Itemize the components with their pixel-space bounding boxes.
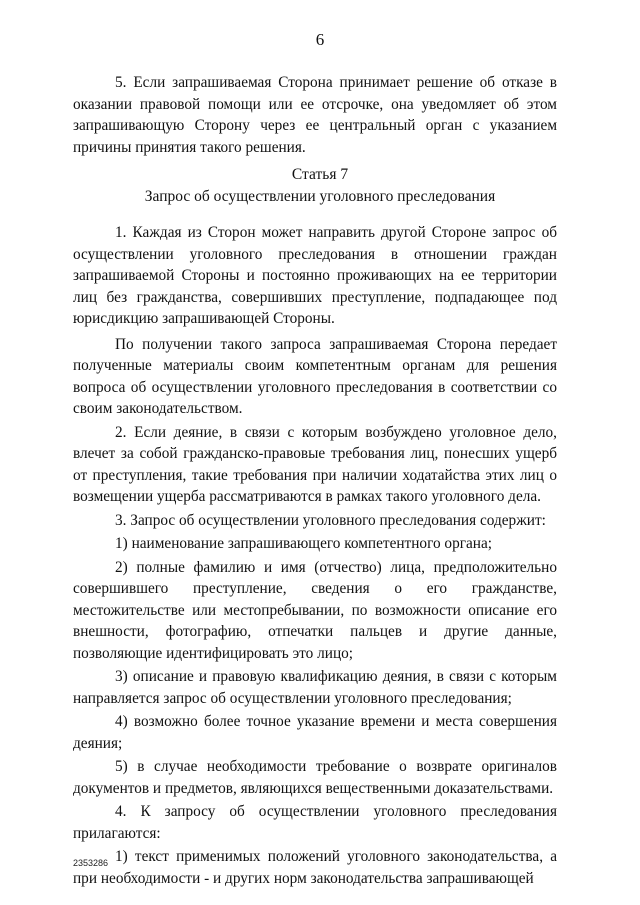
article-title: Статья 7 <box>291 166 349 183</box>
intro-paragraph-block <box>73 72 557 158</box>
list-item-4: 4) возможно более точное указание времени и места совершения деяния; <box>73 713 557 752</box>
list-item-2: 2) полные фамилию и имя (отчество) лица, предположительно совершившего преступление, сведения о его гражданстве, местожительстве или местопребывании, по возможности описание его внешности, фотографию, отпечатки пальцев и другие данные, позволяющие идентифицировать это лицо; <box>73 558 557 662</box>
list-item-5: 5) в случае необходимости требование о возврате оригиналов документов и предметов, являющихся вещественными доказательствами. <box>73 758 557 797</box>
list-item-6: 1) текст применимых положений уголовного законодательства, а при необходимости - и других норм законодательства запрашивающей <box>73 848 557 887</box>
article-subtitle: Запрос об осуществлении уголовного преследования <box>144 188 496 205</box>
list-item-3: 3) описание и правовую квалификацию деяния, в связи с которым направляется запрос об осуществлении уголовного преследования; <box>73 668 557 707</box>
paragraph-5: 4. К запросу об осуществлении уголовного преследования прилагаются: <box>73 803 557 842</box>
article-body <box>73 222 557 891</box>
document-code: 2353286 <box>73 858 109 868</box>
page-number: 6 <box>315 30 325 49</box>
paragraph-1: 1. Каждая из Сторон может направить другой Стороне запрос об осуществлении уголовного преследования в отношении граждан запрашиваемой Стороны и постоянно проживающих на ее территории лиц без гражданства, совершивших преступление, подпадающее под юрисдикцию запрашивающей Стороны. <box>73 224 557 327</box>
paragraph-2: По получении такого запроса запрашиваемая Сторона передает полученные материалы своим компетентным органам для решения вопроса об осуществлении уголовного преследования в соответствии со своим законодательством. <box>73 335 557 417</box>
paragraph-refusal-notice: 5. Если запрашиваемая Сторона принимает решение об отказе в оказании правовой помощи или ее отсрочке, она уведомляет об этом запрашивающую Сторону через ее центральный орган с указанием причины принятия такого решения. <box>73 74 557 156</box>
paragraph-4: 3. Запрос об осуществлении уголовного преследования содержит: <box>115 511 546 529</box>
paragraph-3: 2. Если деяние, в связи с которым возбуждено уголовное дело, влечет за собой гражданско-правовые требования лиц, понесших ущерб от преступления, такие требования при наличии ходатайства этих лиц о возмещении ущерба рассматриваются в рамках такого уголовного дела. <box>73 423 557 505</box>
list-item-1: 1) наименование запрашивающего компетентного органа; <box>115 535 493 552</box>
